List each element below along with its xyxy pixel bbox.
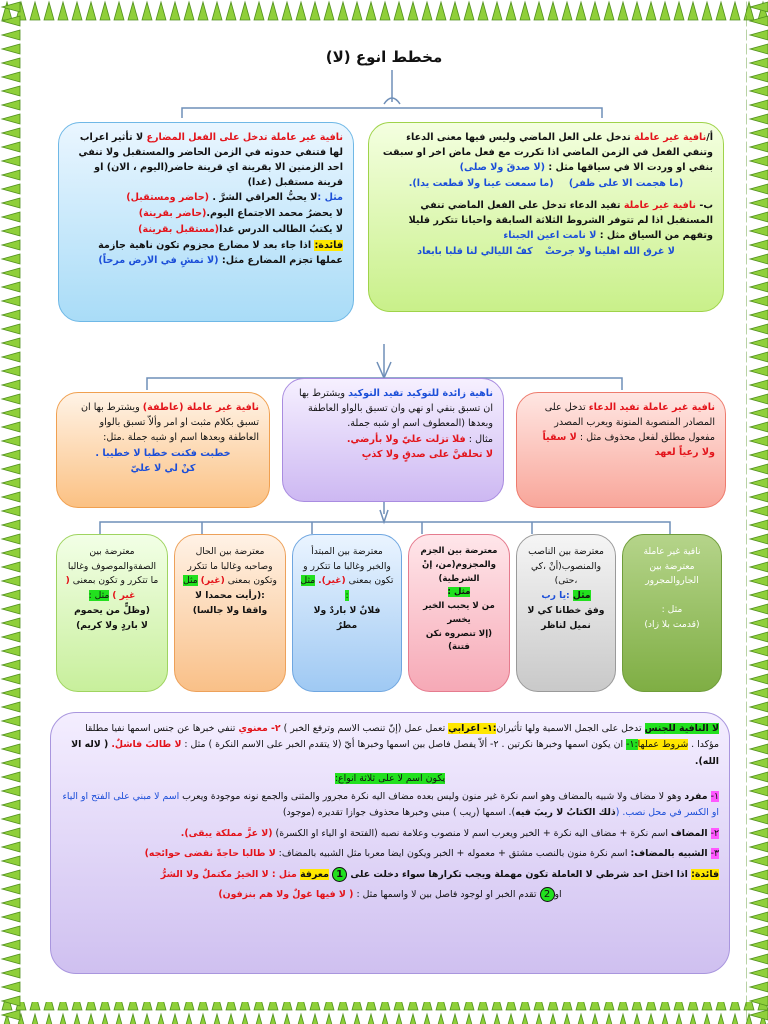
example-1-note: (حاضر ومستقبل) <box>126 192 210 204</box>
term-emphasis: ناهية زائدة للتوكيد تفيد التوكيد <box>348 388 493 399</box>
example-a1: (لا صدقَ ولا صلى) <box>459 161 545 173</box>
col-line-1: نافية غير عاملة <box>643 546 701 557</box>
example-2: كنْ لي لا عليّ <box>130 463 196 475</box>
col-example-label: مثل <box>183 575 198 587</box>
benefit-2-text: تقدم الخبر او لوجود فاصل بين لا واسمها مثل : <box>356 889 537 901</box>
type-3-num: ٣- <box>710 848 719 860</box>
example-a2: (ما هجمت الا على ظفر) <box>568 177 684 189</box>
col-jussive <box>408 534 510 692</box>
example-b3: كفّ الليالي لنا قلبا بابعاد <box>417 246 533 258</box>
benefit-label: فائدة: <box>314 240 343 252</box>
col-example-2: لا باردٍ ولا كريم) <box>76 619 148 631</box>
circle-2: 2 <box>540 887 555 902</box>
example-prayer: لا سقياً ولا رعياً لعهد <box>542 431 715 458</box>
example-3: لا يكتبُ الطالب الدرس غدا <box>219 224 343 236</box>
col-intro: معترضة بين الناصب والمنصوب(أنْ ،كي ،حتى) <box>528 546 604 587</box>
example-label: مثال : <box>468 433 493 445</box>
type-2-text: اسم نكرة + مضاف اليه نكرة + الخبر ويعرب اسم لا منصوب وعلامة نصبه (الفتحة او الياء او الكسرة) <box>275 827 668 839</box>
example-1: لا طالبَ فاشلٌ. <box>111 739 182 751</box>
type-2-example: (لا عزَّ مملكة يبقى). <box>180 827 273 839</box>
col-example: (قدمت بلا زاد) <box>644 618 700 630</box>
benefit-text: اذا اختل احد شرطي لا العاملة تكون مهملة ويجب تكرارها سواء دخلت على <box>350 868 688 880</box>
text-present: لا تأثير اعراب لها فتنفي حدوثه في الزمن الحاضر والمستقبل ولا تنفي احد الزمنين الا بقرينة اي قرينة حاضر(اليوم ، الان) او قرينة مستقبل (غدا) <box>78 132 343 188</box>
example-2-note: (حاضر بقرينة) <box>138 208 207 220</box>
text-b: تفيد الدعاء تدخل على الفعل الماضي تنفي المستقبل اذا لم تتوفر الشروط الثلاثة السابقة واحيانا تتكرر قليلا وتفهم من السياق مثل : <box>408 200 713 242</box>
example-b1: لا نامت اعين الجبناء <box>503 230 597 242</box>
col-preposition <box>622 534 722 692</box>
col-example-1: :(رأيت محمدا لا <box>195 590 265 602</box>
example-3-note: (مستقبل بقرينة) <box>138 224 220 236</box>
box-present-negation <box>58 122 354 322</box>
benefit-example: مثل : لا الخيرُ مكتملٌ ولا الشرُّ <box>160 868 297 880</box>
box-conjunctive <box>56 392 270 508</box>
example-2: لا يحضرُ محمد الاجتماع اليوم. <box>206 208 343 220</box>
example-1: لا يحبُّ العراقي الشرَّ . <box>212 192 318 204</box>
text-conjunctive: ويشترط بها ان تسبق بكلام مثبت او امر وألاّ تسبق بالواو العاطفة وبعدها اسم او شبه جملة .مثل: <box>80 402 259 443</box>
col-intro: معترضة بين المبتدأ والخبر وغالبا ما تتكرر و تكون بمعنى <box>303 546 394 587</box>
col-adjective <box>56 534 168 692</box>
col-line-3: الجاروالمجرور <box>645 575 699 587</box>
page-title: مخطط انوع (لا) <box>325 48 443 66</box>
box-prayer-negation <box>516 392 726 508</box>
type-2-label: المضاف <box>670 827 708 839</box>
example-1: فلا تزلت عليّ ولا بأرضي. <box>346 433 466 445</box>
example-1: خطبت فكنت خطبا لا خطيبا . <box>95 447 231 459</box>
type-2-num: ٢- <box>710 827 719 839</box>
col-example-1: فلانٌ لا باردٌ ولا <box>313 604 381 616</box>
label-b: ب- <box>699 200 713 212</box>
num-1: :١- اعرابي <box>448 723 497 734</box>
col-example-2: (إلا تنصروه نكن فتنة) <box>425 628 493 653</box>
benefit-or: او <box>554 889 562 901</box>
col-ghair: (غير). <box>318 575 346 587</box>
col-ghair: ( غير ) <box>65 575 136 602</box>
text-1: تعمل عمل (إنّ تنصب الاسم وترفع الخبر ) <box>283 723 446 734</box>
col-accusative <box>516 534 616 692</box>
term-prayer: نافية غير عاملة تفيد الدعاء <box>588 402 715 413</box>
text-2: تنفي خبرها عن جنس اسمها نفيا مطلقا مؤكدا . <box>85 723 719 751</box>
benefit-2-example: ( لا فيها غولٌ ولا هم بنزفون) <box>218 889 354 901</box>
term-conjunctive: نافية غير عاملة (عاطفة) <box>142 402 259 413</box>
type-1-text-c: ). اسمها (ريب ) مبني وخبرها محذوف جوازا تقديره (موجود) <box>282 807 516 819</box>
col-example-label: مثل : <box>88 590 110 602</box>
circle-1: 1 <box>332 867 347 882</box>
term-b: نافية غير عاملة <box>623 200 697 212</box>
col-intro: معترضة بين الصفةوالموصوف وغالبا ما تتكرر و تكون بمعنى <box>67 546 159 587</box>
type-1-label: مفرد <box>684 790 708 802</box>
box-emphasis <box>282 378 504 502</box>
col-example-label: مثل : <box>300 575 349 602</box>
type-1-text: وهو لا مضاف ولا شبيه بالمضاف وهو اسم نكرة غير منون وليس بعده مضاف اليه نكرة مجرور والمثنى والجمع نونه موجودة ويعرب <box>182 790 682 802</box>
col-example-label: مثل <box>572 590 591 602</box>
label-a: أ/ <box>706 132 713 143</box>
text-intro: تدخل على الجمل الاسمية ولها تأثيران <box>496 723 642 734</box>
col-example-1: :يا رب <box>541 590 570 602</box>
benefit-text: اذا جاء بعد لا مضارع مجزوم تكون ناهية جازمة عملها تجزم المضارع مثل: <box>98 240 343 266</box>
condition-text: ان يكون اسمها وخبرها نكرتين . ٢- ألاّ يفصل فاصل بين اسمها وخبرها أيّ (لا يتقدم الخبر على الاسم النكرة ) <box>208 739 624 751</box>
box-past-negation <box>368 122 724 312</box>
benefit-example: (لا تمشِ في الارض مرحاً) <box>98 254 219 266</box>
col-example-label: مثل : <box>447 587 471 598</box>
type-3-example: لا طالبا حاجةً نقضى حوائجه) <box>144 848 276 860</box>
col-example-label: مثل : <box>661 604 683 616</box>
col-circumstantial <box>174 534 286 692</box>
col-example-2: واقفا ولا جالسا) <box>192 604 268 616</box>
term-present: نافية غير عاملة تدخل على الفعل المضارع <box>146 132 343 143</box>
col-ghair: (غير) <box>200 575 225 587</box>
col-example-2: مطرٌ <box>336 619 358 631</box>
col-example-2: وفق خطانا كي لا نميل لناظر <box>527 604 605 631</box>
type-3-label: الشبيه بالمضاف: <box>630 848 708 860</box>
type-1-text-b: اسم لا مبني على الفتح او الياء او الكسر في محل نصب. ( <box>62 790 719 819</box>
example-b2: لا غرق الله اهلينا ولا جرحتْ <box>544 246 675 258</box>
type-1-num: ١- <box>710 790 719 802</box>
benefit-label: فائدة: <box>691 868 719 880</box>
col-intro: معترضة بين الجزم والمجزوم(من، إنْ الشرطية) <box>420 546 498 584</box>
text-prayer: تدخل على المصادر المنصوبة المنونة ويعرب المصدر مفعول مطلق لفعل محذوف مثل : <box>544 402 715 443</box>
col-example-1: من لا يحبب الخير يخسر <box>423 601 495 625</box>
type-3-text: اسم نكرة منون بالنصب مشتق + معموله + الخبر ويكون ايضا معربا مثل الشبيه بالمضاف: <box>278 848 628 860</box>
types-heading: يكون اسم لا على ثلاثة انواع: <box>334 773 446 785</box>
col-example-1: (وظلٍّ من يحموم <box>74 604 150 616</box>
example-label: مثل : <box>317 192 343 204</box>
benefit-word: معرفة <box>300 868 329 880</box>
num-2: ٢- معنوي <box>238 723 281 734</box>
col-intro: معترضة بين الحال وصاحبه وغالبا ما تتكرر وتكون بمعنى <box>187 546 277 587</box>
box-genus-negation <box>50 712 730 974</box>
condition-num: :١- <box>626 739 638 751</box>
page <box>22 22 746 1002</box>
term-a: نافية غير عاملة <box>634 132 707 143</box>
term-genus: لا النافية للجنس <box>644 723 719 734</box>
text-emphasis: ويشترط بها ان تسبق بنفي او نهي وان تسبق بالواو العاطفة وبعدها (المعطوف اسم او شبه جملة. <box>299 388 493 429</box>
example-2: لا تحلفنَّ على صدقٍ ولا كذبِ <box>361 449 493 461</box>
type-1-example: ذلك الكتابُ لا ريبَ فيه <box>515 807 616 819</box>
example-label: مثل : <box>184 739 206 751</box>
conditions-label: شروط عملها <box>637 739 689 751</box>
example-2: ( لاله الا الله). <box>71 739 719 767</box>
col-line-2: معترضة بين <box>649 560 695 572</box>
example-a3: (ما سمعت عينا ولا قطعت يدا). <box>408 177 554 189</box>
col-subject-predicate <box>292 534 402 692</box>
text-a: تدخل على العل الماضي وليس فيها معنى الدعاء وتنفي الفعل في الزمن الماضي اذا تكررت مع فعل ماض اخر او سبقت بنفي او وردت الا في سياقها مثل : <box>382 132 713 173</box>
